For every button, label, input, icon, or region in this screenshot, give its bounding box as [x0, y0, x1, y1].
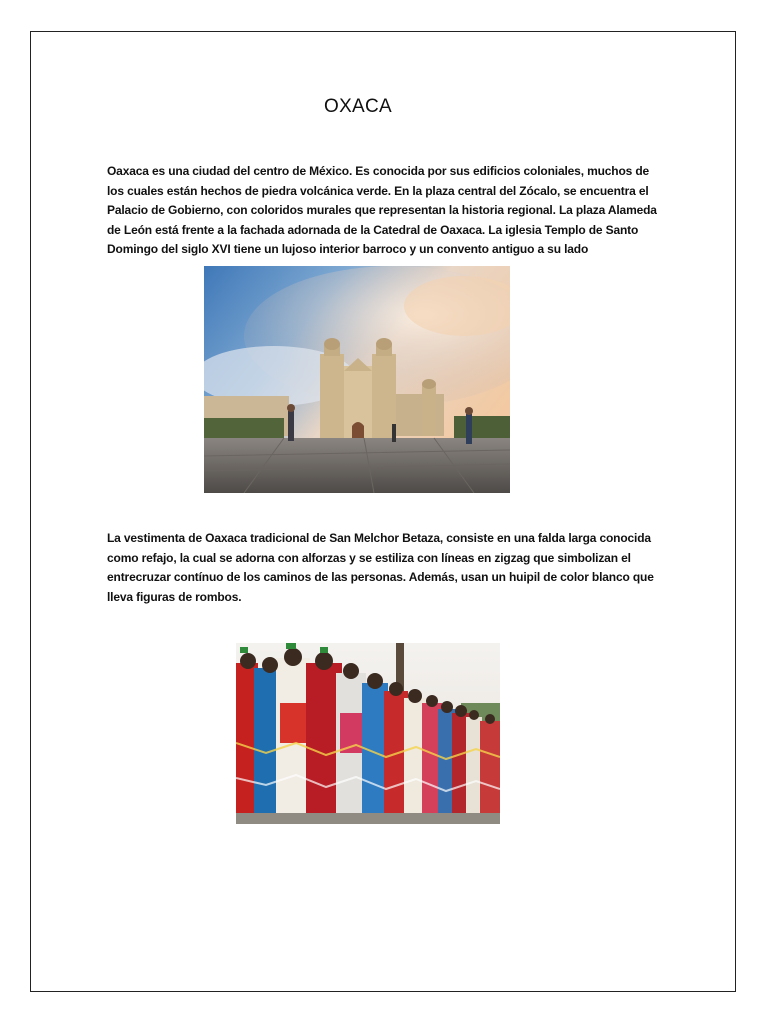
document-title: OXACA [323, 96, 393, 117]
document-page [30, 31, 736, 992]
church-plaza-photo [204, 266, 510, 493]
paragraph-traditional-clothing: La vestimenta de Oaxaca tradicional de San Melchor Betaza, consiste en una falda larga conocida como refajo, la cual se adorna con alforzas y se estiliza con líneas en zigzag que simbolizan el entrecruzar contínuo de los caminos de las personas. Además, usan un huipil de color blanco que lleva figuras de rombos. [107, 531, 654, 604]
paragraph-city-description: Oaxaca es una ciudad del centro de México. Es conocida por sus edificios coloniales, muchos de los cuales están hechos de piedra volcánica verde. En la plaza central del Zócalo, se encuentra el Palacio de Gobierno, con coloridos murales que representan la historia regional. La plaza Alameda de León está frente a la fachada adornada de la Catedral de Oaxaca. La iglesia Templo de Santo Domingo del siglo XVI tiene un lujoso interior barroco y un convento antiguo a su lado [107, 164, 657, 256]
traditional-dancers-photo [236, 643, 500, 824]
